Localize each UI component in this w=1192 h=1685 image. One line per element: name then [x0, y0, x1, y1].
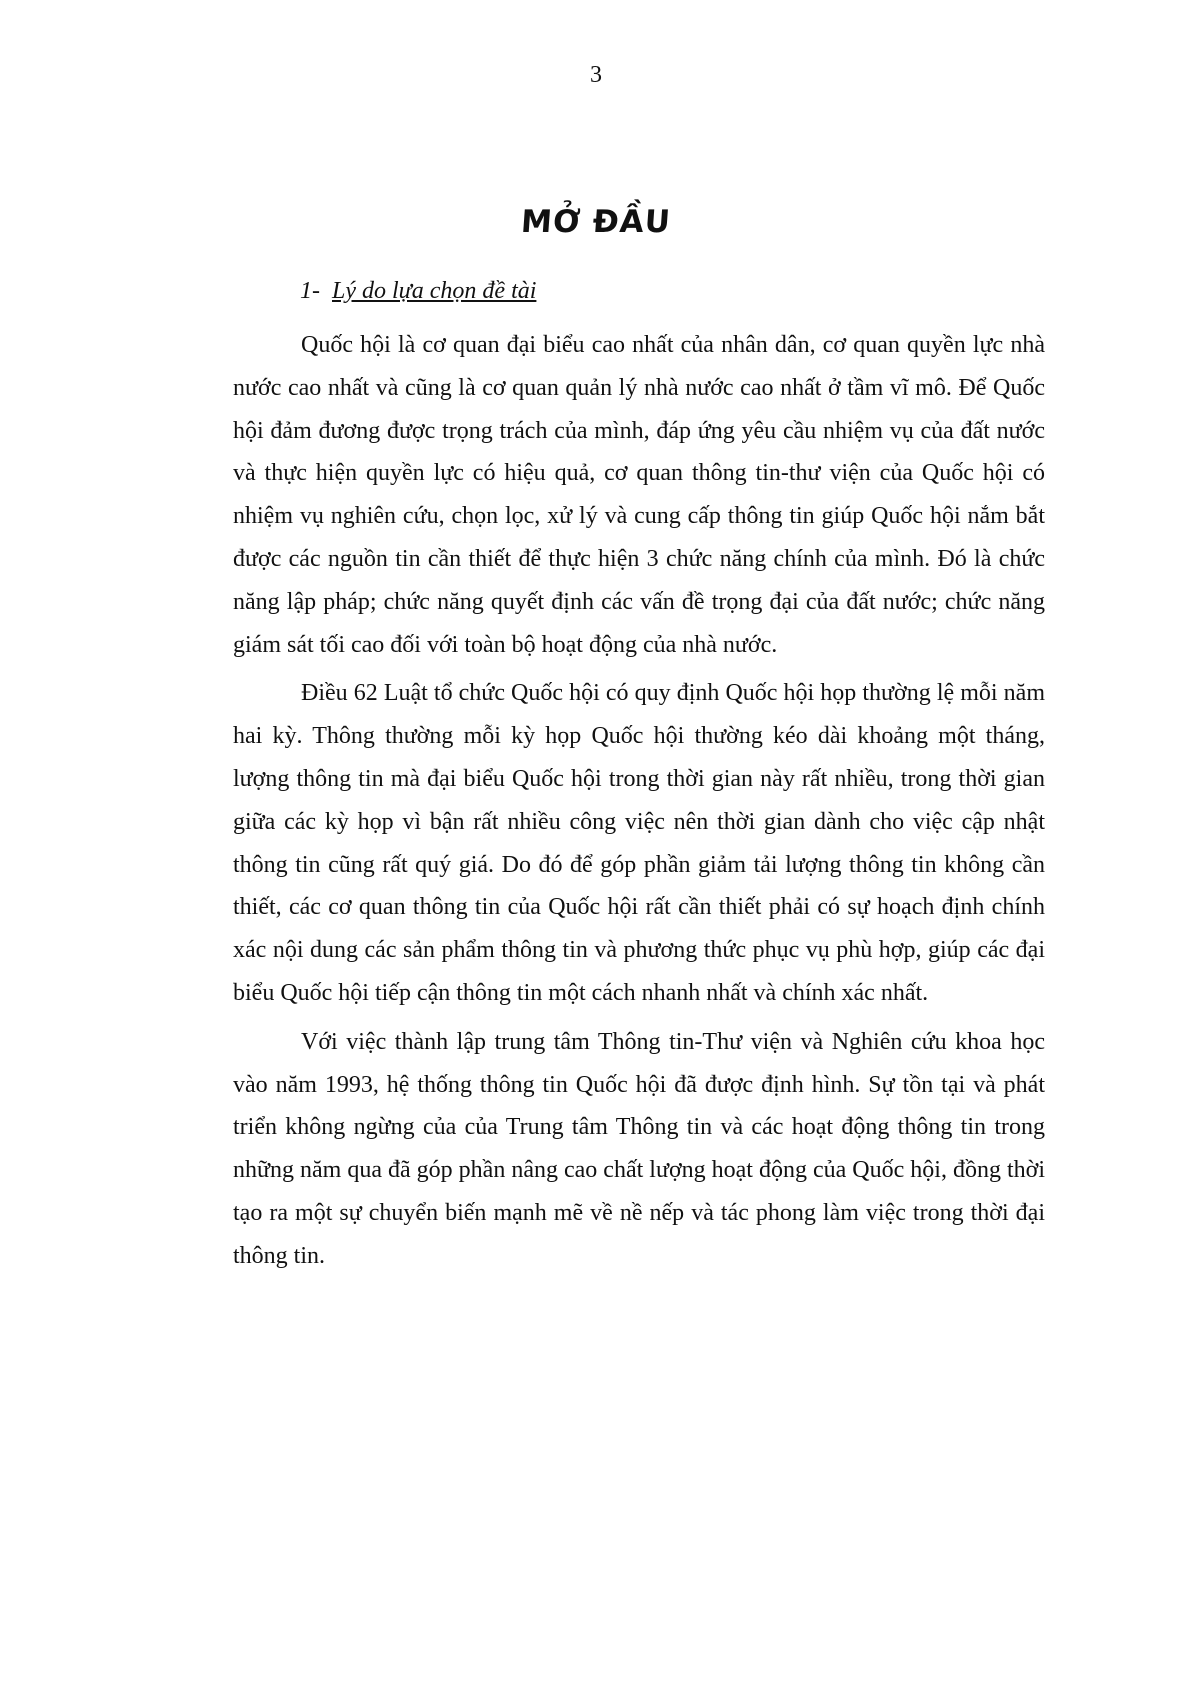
paragraph-3: Với việc thành lập trung tâm Thông tin-Thư viện và Nghiên cứu khoa học vào năm 1993, hệ thống thông tin Quốc hội đã được định hình. Sự tồn tại và phát triển không ngừng của của Trung tâm Thông tin và các hoạt động thông tin trong những năm qua đã góp phần nâng cao chất lượng hoạt động của Quốc hội, đồng thời tạo ra một sự chuyển biến mạnh mẽ về nề nếp và tác phong làm việc trong thời đại thông tin.: [233, 1028, 1045, 1269]
page-number: 3: [590, 62, 602, 88]
section-number: 1-: [300, 278, 320, 304]
paragraph-1: Quốc hội là cơ quan đại biểu cao nhất của nhân dân, cơ quan quyền lực nhà nước cao nhất và cũng là cơ quan quản lý nhà nước cao nhất ở tầm vĩ mô. Để Quốc hội đảm đương được trọng trách của mình, đáp ứng yêu cầu nhiệm vụ của đất nước và thực hiện quyền lực có hiệu quả, cơ quan thông tin-thư viện của Quốc hội có nhiệm vụ nghiên cứu, chọn lọc, xử lý và cung cấp thông tin giúp Quốc hội nắm bắt được các nguồn tin cần thiết để thực hiện 3 chức năng chính của mình. Đó là chức năng lập pháp; chức năng quyết định các vấn đề trọng đại của đất nước; chức năng giám sát tối cao đối với toàn bộ hoạt động của nhà nước.: [233, 332, 1045, 658]
body-text: [233, 324, 1045, 1284]
paragraph-2: Điều 62 Luật tổ chức Quốc hội có quy định Quốc hội họp thường lệ mỗi năm hai kỳ. Thông thường mỗi kỳ họp Quốc hội thường kéo dài khoảng một tháng, lượng thông tin mà đại biểu Quốc hội trong thời gian này rất nhiều, trong thời gian giữa các kỳ họp vì bận rất nhiều công việc nên thời gian dành cho việc cập nhật thông tin cũng rất quý giá. Do đó để góp phần giảm tải lượng thông tin không cần thiết, các cơ quan thông tin của Quốc hội rất cần thiết phải có sự hoạch định chính xác nội dung các sản phẩm thông tin và phương thức phục vụ phù hợp, giúp các đại biểu Quốc hội tiếp cận thông tin một cách nhanh nhất và chính xác nhất.: [233, 680, 1045, 1006]
section-heading: [300, 275, 536, 307]
document-title: MỞ ĐẦU: [519, 204, 673, 240]
section-title: Lý do lựa chọn đề tài: [332, 278, 537, 304]
